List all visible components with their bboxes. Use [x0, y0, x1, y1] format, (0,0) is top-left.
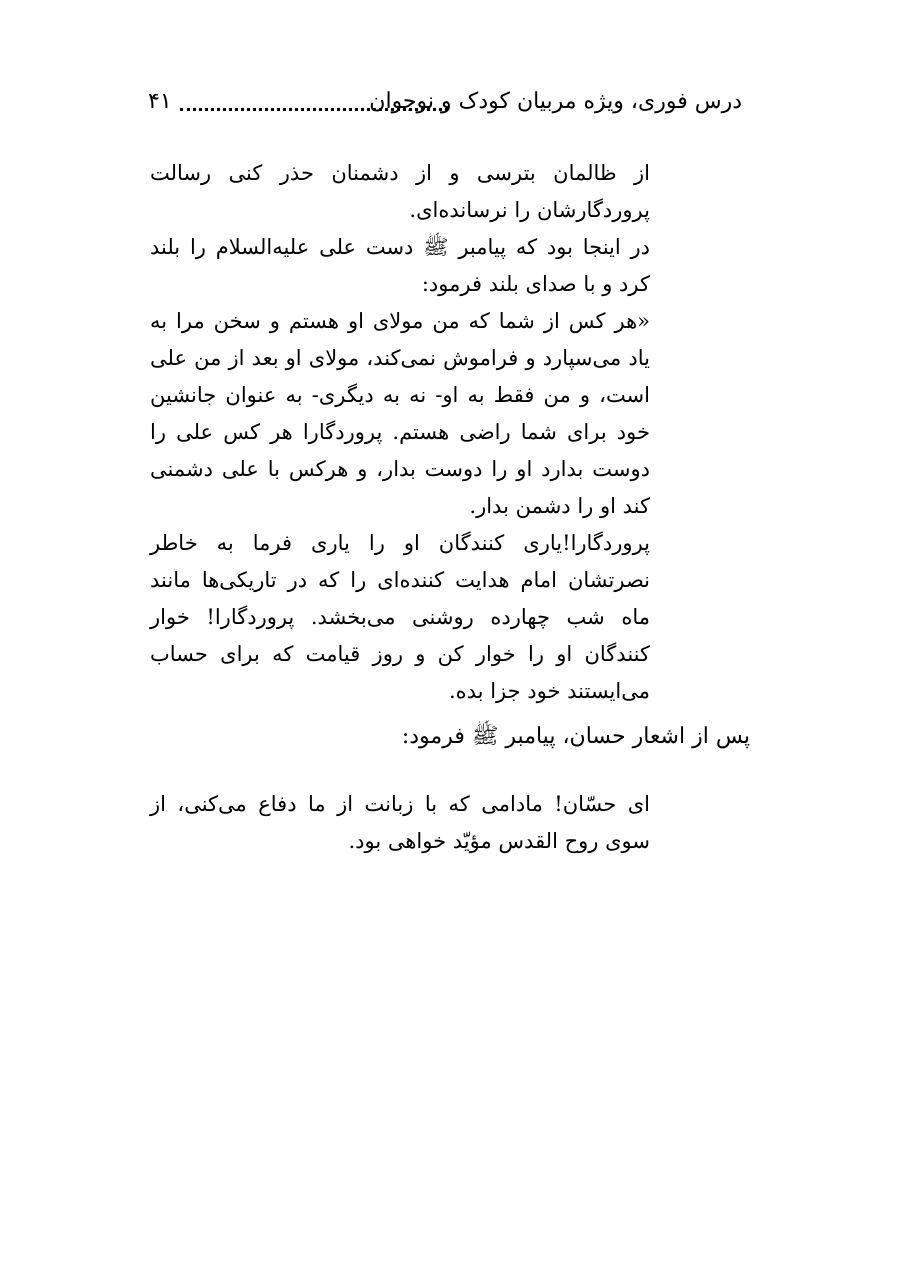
main-text-block [150, 155, 650, 710]
hassan-quote: ای حسّان! مادامی که با زبانت از ما دفاع می‌کنی، از سوی روح القدس مؤیّد خواهی بود. [150, 792, 650, 853]
header-dot-leader [180, 108, 448, 111]
intro-line: پس از اشعار حسان، پیامبر ﷺ فرمود: [401, 724, 750, 749]
paragraph-1: از ظالمان بترسی و از دشمنان حذر کنی رسالت پروردگارشان را نرسانده‌ای. [150, 161, 650, 222]
paragraph-2: در اینجا بود که پیامبر ﷺ دست علی علیه‌السلام را بلند کرد و با صدای بلند فرمود: [150, 235, 650, 296]
page-header [0, 82, 900, 122]
paragraph-4: پروردگارا!یاری کنندگان او را یاری فرما به خاطر نصرتشان امام هدایت کننده‌ای را که در تاریکی‌ها مانند ماه شب چهارده روشنی می‌بخشد. پروردگارا! خوار کنندگان او را خوار کن و روز قیامت که برای حساب می‌ایستند خود جزا بده. [150, 531, 650, 703]
hassan-quote-block [150, 786, 650, 860]
running-header-title: درس فوری، ویژه مربیان کودک و نوجوان [369, 89, 742, 114]
paragraph-3: «هر کس از شما که من مولای او هستم و سخن مرا به یاد می‌سپارد و فراموش نمی‌کند، مولای او بعد از من علی است، و من فقط به او- نه به دیگری- به عنوان جانشین خود برای شما راضی هستم. پروردگارا هر کس علی را دوست بدارد او را دوست بدار، و هرکس با علی دشمنی کند او را دشمن بدار. [150, 309, 650, 518]
page-number: ۴۱ [148, 89, 172, 114]
intro-line-block [250, 718, 750, 755]
